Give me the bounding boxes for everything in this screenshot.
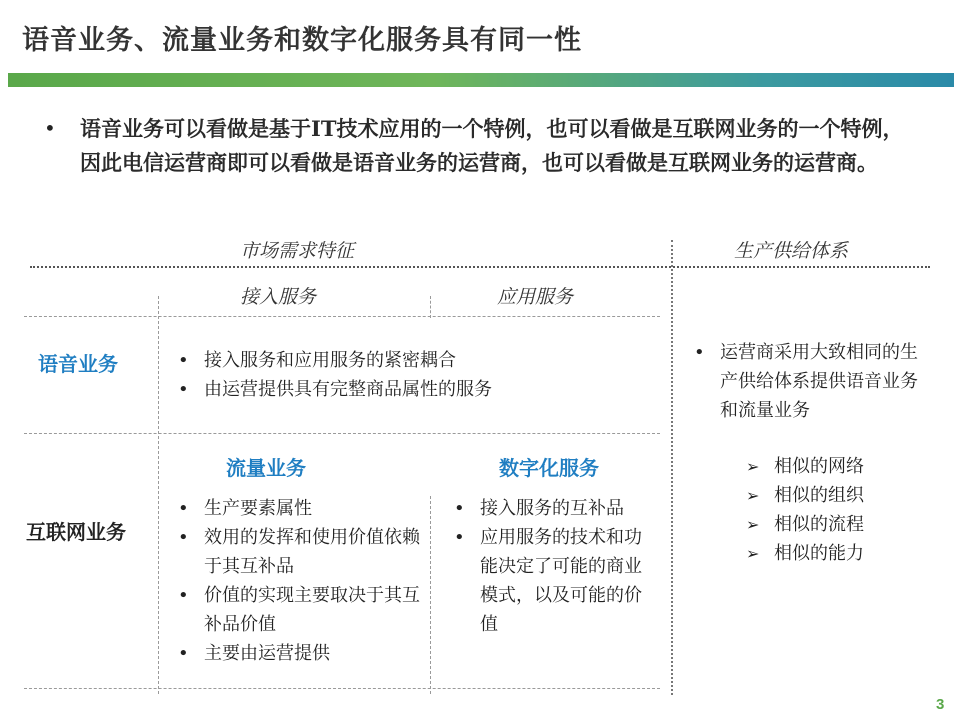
list-item: • 由运营提供具有完整商品属性的服务 (174, 375, 654, 404)
header-application-service: 应用服务 (497, 286, 574, 308)
list-item: ➢ 相似的网络 (746, 452, 926, 481)
list-item: ➢ 相似的能力 (746, 539, 926, 568)
internet-row-column-divider (430, 496, 431, 694)
traffic-bullet-list (174, 494, 422, 668)
list-item: • 生产要素属性 (174, 494, 422, 523)
row-label-voice: 语音业务 (38, 352, 118, 376)
voice-row-top-line (24, 316, 660, 317)
row-label-divider (158, 296, 159, 694)
intro-paragraph: 语音业务可以看做是基于IT技术应用的一个特例，也可以看做是互联网业务的一个特例，因此电信运营商即可以看做是语音业务的运营商，也可以看做是互联网业务的运营商。 (80, 116, 904, 175)
list-item: • 接入服务的互补品 (450, 494, 656, 523)
digital-service-title: 数字化服务 (499, 456, 599, 480)
voice-bullet-list (174, 346, 654, 404)
list-item: • 价值的实现主要取决于其互补品价值 (174, 581, 422, 639)
list-item: • 应用服务的技术和功能决定了可能的商业模式，以及可能的价值 (450, 523, 656, 639)
intro-bullet-icon: • (44, 116, 56, 140)
title-underline-bar (8, 73, 954, 87)
list-item: ➢ 相似的组织 (746, 481, 926, 510)
header-supply-system: 生产供给体系 (734, 240, 849, 262)
list-item: • 运营商采用大致相同的生产供给体系提供语音业务和流量业务 (690, 338, 930, 425)
header-market-demand: 市场需求特征 (240, 240, 355, 262)
header-divider-line (30, 266, 930, 268)
supply-sub-list (746, 452, 926, 568)
supply-column-divider (671, 240, 673, 695)
header-access-service: 接入服务 (240, 286, 317, 308)
supply-bullet-list (690, 338, 930, 425)
traffic-business-title: 流量业务 (226, 456, 306, 480)
digital-bullet-list (450, 494, 656, 639)
row-label-internet: 互联网业务 (26, 520, 126, 544)
list-item: • 接入服务和应用服务的紧密耦合 (174, 346, 654, 375)
list-item: • 效用的发挥和使用价值依赖于其互补品 (174, 523, 422, 581)
subheader-divider (430, 296, 431, 318)
list-item: • 主要由运营提供 (174, 639, 422, 668)
list-item: ➢ 相似的流程 (746, 510, 926, 539)
page-number: 3 (936, 696, 945, 713)
table-bottom-line (24, 688, 660, 689)
internet-row-top-line (24, 433, 660, 434)
page-title: 语音业务、流量业务和数字化服务具有同一性 (22, 25, 582, 56)
